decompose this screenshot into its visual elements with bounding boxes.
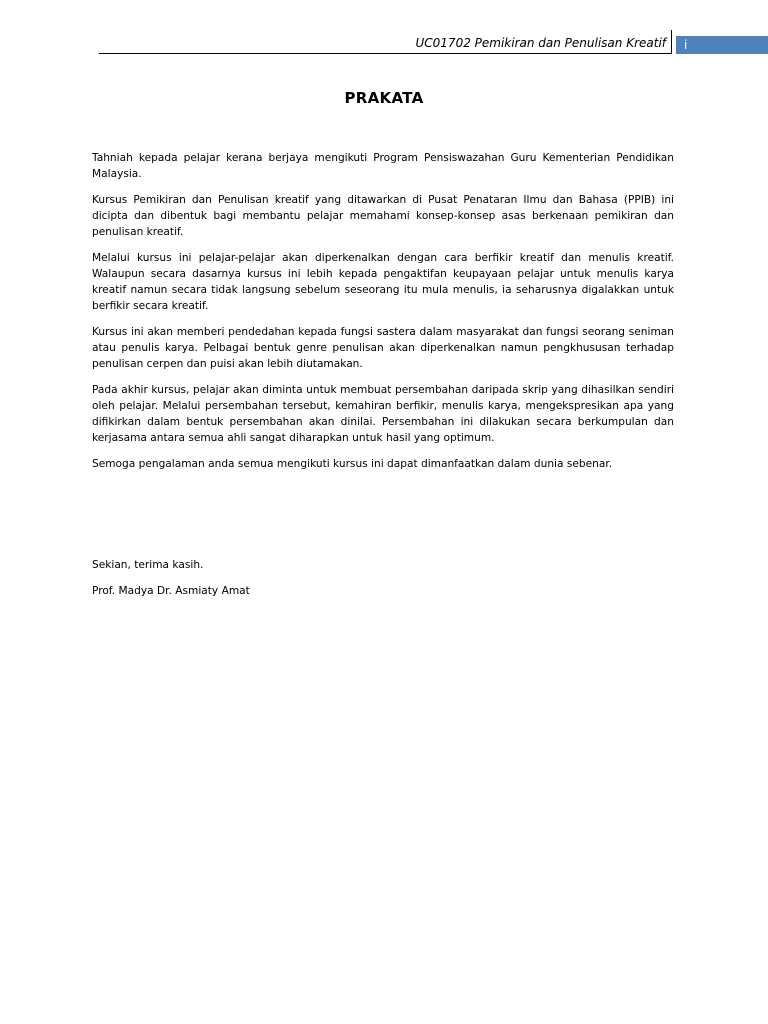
page-title: PRAKATA xyxy=(344,89,424,107)
page-header xyxy=(99,34,768,54)
page-number-tab xyxy=(676,36,768,54)
paragraph: Pada akhir kursus, pelajar akan diminta untuk membuat persembahan daripada skrip yang dihasilkan sendiri oleh pelajar. Melalui persembahan tersebut, kemahiran berfikir, menulis karya, mengekspresikan apa yang difikirkan dalam bentuk persembahan akan dinilai. Persembahan ini dilakukan secara berkumpulan dan kerjasama antara semua ahli sangat diharapkan untuk hasil yang optimum. xyxy=(92,384,674,444)
paragraph: Melalui kursus ini pelajar-pelajar akan diperkenalkan dengan cara berfikir kreatif dan menulis kreatif. Walaupun secara dasarnya kursus ini lebih kepada pengaktifan keupayaan pelajar untuk menulis karya kreatif namun secara tidak langsung sebelum seseorang itu mula menulis, ia seharusnya digalakkan untuk berfikir secara kreatif. xyxy=(92,252,674,312)
paragraph: Tahniah kepada pelajar kerana berjaya mengikuti Program Pensiswazahan Guru Kementerian Pendidikan Malaysia. xyxy=(92,152,674,180)
header-divider xyxy=(671,30,672,54)
paragraph: Kursus ini akan memberi pendedahan kepada fungsi sastera dalam masyarakat dan fungsi seorang seniman atau penulis karya. Pelbagai bentuk genre penulisan akan diperkenalkan namun pengkhususan terhadap penulisan cerpen dan puisi akan lebih diutamakan. xyxy=(92,326,674,370)
course-title: UC01702 Pemikiran dan Penulisan Kreatif xyxy=(415,36,666,50)
page-number: i xyxy=(684,38,688,52)
header-rule xyxy=(99,53,672,54)
paragraph: Kursus Pemikiran dan Penulisan kreatif yang ditawarkan di Pusat Penataran Ilmu dan Bahasa (PPIB) ini dicipta dan dibentuk bagi membantu pelajar memahami konsep-konsep asas berkenaan pemikiran dan penulisan kreatif. xyxy=(92,194,674,238)
paragraph: Semoga pengalaman anda semua mengikuti kursus ini dapat dimanfaatkan dalam dunia sebenar. xyxy=(92,458,613,470)
signature: Prof. Madya Dr. Asmiaty Amat xyxy=(92,585,250,597)
closing-block xyxy=(92,557,674,609)
closing-text: Sekian, terima kasih. xyxy=(92,559,204,571)
body-text xyxy=(92,150,674,482)
